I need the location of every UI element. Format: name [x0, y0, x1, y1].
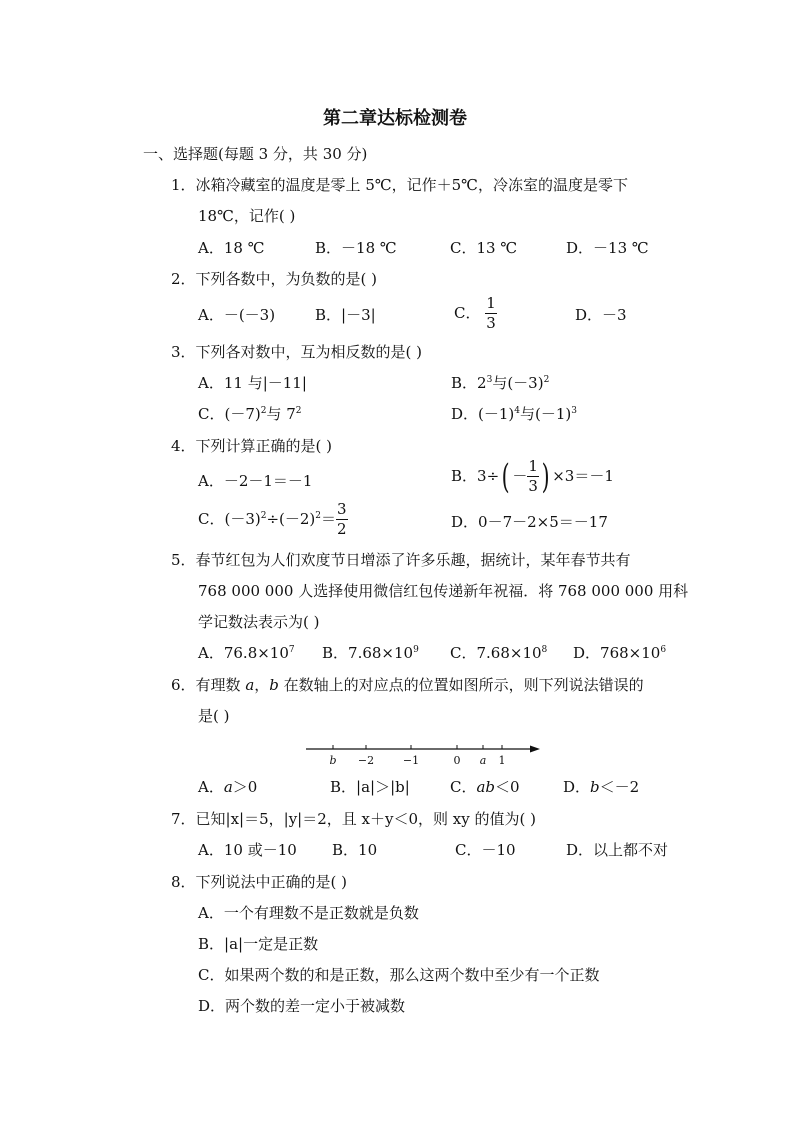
- question-1-stem: 1．冰箱冷藏室的温度是零上 5℃，记作＋5℃，冷冻室的温度是零下: [171, 176, 628, 194]
- question-3-option-a: A．11 与|－11|: [198, 374, 307, 392]
- question-8-option-a: A．一个有理数不是正数就是负数: [198, 904, 419, 922]
- question-6-stem-cont: 是( ): [198, 707, 230, 725]
- question-2-option-b: B．|－3|: [315, 306, 376, 324]
- question-5-stem: 5．春节红包为人们欢度节日增添了许多乐趣，据统计，某年春节共有: [171, 551, 631, 569]
- variable: a: [223, 778, 233, 796]
- text: D．(－1): [451, 405, 515, 423]
- exponent: 6: [660, 645, 667, 655]
- question-1-option-c: C．13 ℃: [450, 239, 518, 257]
- text: －: [512, 467, 528, 485]
- question-5-stem-cont: 学记数法表示为( ): [198, 613, 320, 631]
- question-7-stem: 7．已知|x|＝5，|y|＝2，且 x＋y＜0，则 xy 的值为( ): [171, 810, 536, 828]
- exponent: 2: [260, 406, 267, 416]
- question-1-option-a: A．18 ℃: [198, 239, 265, 257]
- fraction-denominator: 3: [528, 477, 538, 495]
- fraction-denominator: 3: [486, 314, 496, 332]
- question-7-option-b: B．10: [332, 841, 378, 859]
- question-6-option-d: [563, 780, 639, 795]
- axis-label-a: a: [479, 754, 487, 767]
- section-heading: 一、选择题(每题 3 分，共 30 分): [143, 145, 368, 163]
- question-4-option-b: [451, 456, 614, 497]
- text: 在数轴上的对应点的位置如图所示，则下列说法错误的: [278, 676, 644, 694]
- exponent: 2: [295, 406, 302, 416]
- question-3-option-c: [198, 407, 302, 422]
- question-3-stem: 3．下列各对数中，互为相反数的是( ): [171, 343, 423, 361]
- question-5-option-d: [573, 646, 666, 661]
- question-4-stem: 4．下列计算正确的是( ): [171, 437, 333, 455]
- question-8-stem: 8．下列说法中正确的是( ): [171, 873, 348, 891]
- text: C．7.68×10: [450, 644, 542, 662]
- left-paren: (: [501, 456, 510, 497]
- exponent: 2: [315, 511, 322, 521]
- fraction-numerator: 3: [337, 500, 347, 518]
- axis-label-1: 1: [498, 754, 506, 767]
- question-2-option-c: [454, 296, 497, 331]
- text: 与(－1): [520, 405, 572, 423]
- question-3-option-d: [451, 407, 577, 422]
- page-title: 第二章达标检测卷: [323, 108, 467, 129]
- text: ＜0: [495, 778, 520, 796]
- exponent: 3: [571, 406, 577, 416]
- fraction: [336, 502, 348, 537]
- text: D．768×10: [573, 644, 661, 662]
- text: A．: [198, 778, 224, 796]
- text: C．: [450, 778, 477, 796]
- exponent: 4: [514, 406, 521, 416]
- question-6-option-a: [198, 780, 257, 795]
- fraction: [485, 296, 497, 331]
- variable: b: [590, 778, 600, 796]
- question-2-stem: 2．下列各数中，为负数的是( ): [171, 270, 378, 288]
- right-paren: ): [541, 456, 550, 497]
- expression: [198, 510, 336, 528]
- question-2-option-a: A．－(－3): [198, 306, 276, 324]
- fraction: [527, 459, 539, 494]
- question-3-option-b: [451, 376, 549, 391]
- text: D．: [563, 778, 591, 796]
- text: B．7.68×10: [322, 644, 414, 662]
- number-line-figure: [300, 740, 550, 770]
- text: C．(－7): [198, 405, 261, 423]
- question-8-option-c: C．如果两个数的和是正数，那么这两个数中至少有一个正数: [198, 966, 600, 984]
- question-2-option-d: D．－3: [575, 306, 627, 324]
- question-7-option-a: A．10 或－10: [198, 841, 297, 859]
- question-5-option-c: [450, 646, 547, 661]
- variable: a: [245, 676, 255, 694]
- question-1-option-b: B．－18 ℃: [315, 239, 397, 257]
- question-5-option-a: [198, 646, 295, 661]
- question-8-option-b: B．|a|一定是正数: [198, 935, 319, 953]
- text: ＝: [321, 510, 337, 528]
- text: B．2: [451, 374, 487, 392]
- exponent: 2: [260, 511, 267, 521]
- fraction-denominator: 2: [337, 520, 347, 538]
- text: ÷(－2): [266, 510, 316, 528]
- exponent: 9: [413, 645, 419, 655]
- text: ＜－2: [599, 778, 640, 796]
- exponent: 7: [288, 645, 295, 655]
- question-7-option-d: D．以上都不对: [566, 841, 669, 859]
- variable: b: [269, 676, 279, 694]
- question-6-option-c: [450, 780, 520, 795]
- text: 与(－3): [492, 374, 544, 392]
- question-4-option-d: D．0－7－2×5＝－17: [451, 513, 608, 531]
- text: ＞0: [232, 778, 258, 796]
- exponent: 8: [541, 645, 548, 655]
- text: B．3÷: [451, 467, 500, 485]
- fraction-numerator: 1: [486, 294, 496, 312]
- text: C．(－3): [198, 510, 261, 528]
- question-8-option-d: D．两个数的差一定小于被减数: [198, 997, 406, 1015]
- axis-label-minus-2: −2: [357, 754, 375, 767]
- question-7-option-c: C．－10: [455, 841, 516, 859]
- text: A．76.8×10: [198, 644, 289, 662]
- question-5-option-b: [322, 646, 419, 661]
- axis-label-0: 0: [453, 754, 461, 767]
- exponent: 2: [543, 375, 550, 385]
- question-1-stem-cont: 18℃，记作( ): [198, 207, 296, 225]
- fraction-numerator: 1: [528, 457, 538, 475]
- text: ×3＝－1: [552, 467, 614, 485]
- axis-label-minus-1: −1: [402, 754, 420, 767]
- question-6-option-b: B．|a|＞|b|: [330, 778, 410, 796]
- arrowhead-icon: [530, 746, 540, 753]
- option-label: C．: [454, 304, 481, 322]
- question-4-option-c: [198, 502, 348, 537]
- variable: ab: [476, 778, 496, 796]
- text: 与 7: [266, 405, 296, 423]
- question-4-option-a: A．－2－1＝－1: [198, 472, 313, 490]
- text: ，: [254, 676, 270, 694]
- text: 6．有理数: [171, 676, 246, 694]
- question-5-stem-cont: 768 000 000 人选择使用微信红包传递新年祝福．将 768 000 000 用科: [198, 582, 689, 600]
- question-1-option-d: D．－13 ℃: [566, 239, 649, 257]
- exponent: 3: [486, 375, 493, 385]
- question-6-stem: [171, 678, 644, 693]
- axis-label-b: b: [329, 754, 337, 767]
